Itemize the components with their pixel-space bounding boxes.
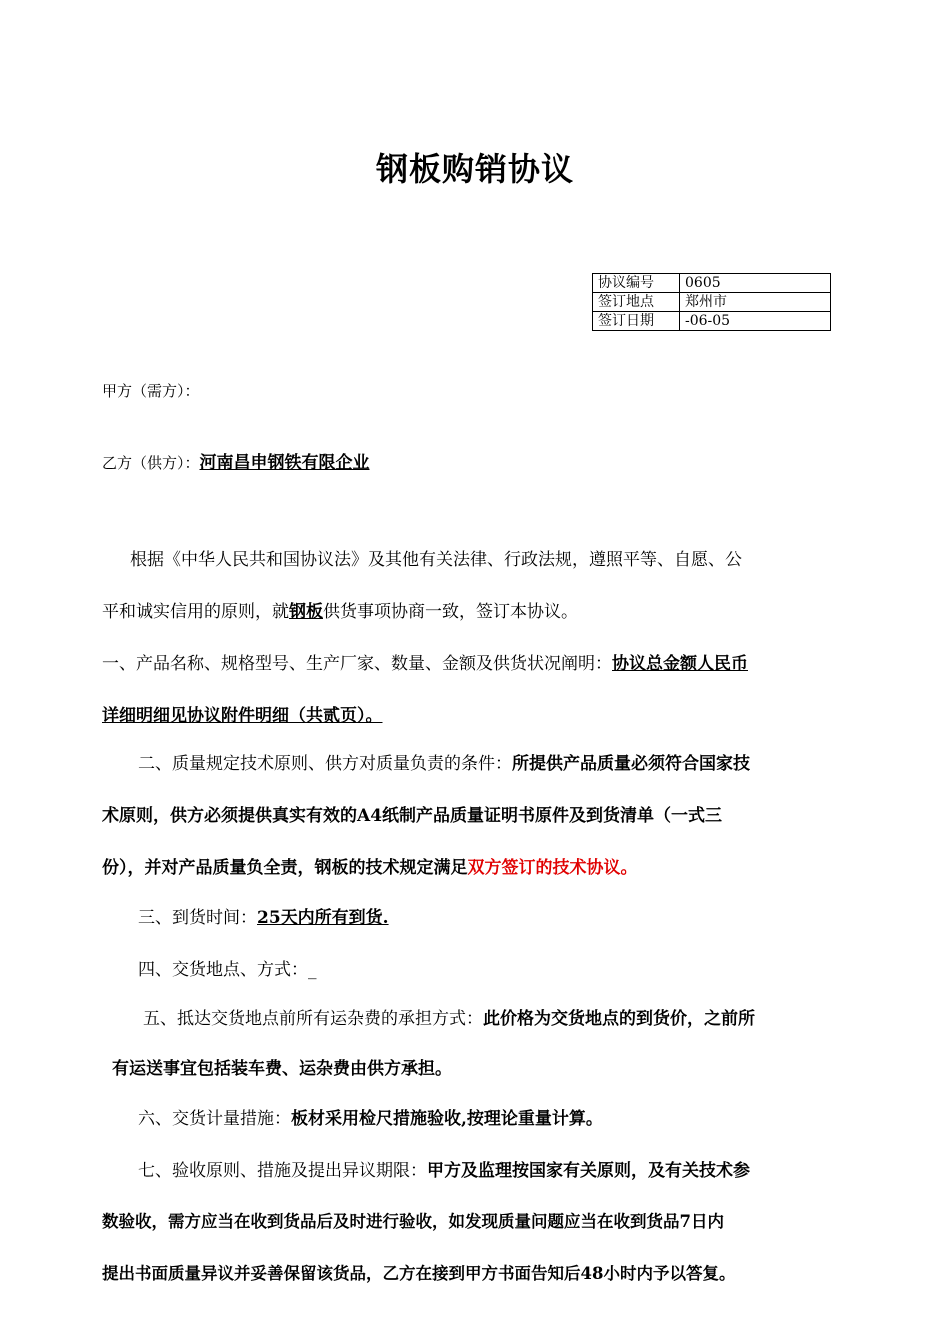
clause-7-line-2: 数验收，需方应当在收到货品后及时进行验收，如发现质量问题应当在收到货品7日内: [102, 1212, 724, 1231]
clause-2-highlight: 双方签订的技术协议: [467, 858, 621, 878]
clause-6: [138, 1104, 603, 1129]
info-value: 0605: [680, 274, 831, 293]
clause-6-value: 板材采用检尺措施验收,按理论重量计算。: [291, 1109, 603, 1129]
document-title: 钢板购销协议: [375, 150, 574, 188]
clause-2-text: 所提供产品质量必须符合国家技: [512, 754, 750, 774]
party-b-value: 河南昌申钢铁有限企业: [199, 453, 370, 473]
clause-5-text: 此价格为交货地点的到货价，之前所: [483, 1009, 755, 1029]
agreement-info-table: [592, 273, 831, 331]
clause-4-value: _: [308, 960, 317, 980]
preamble-line-1: 根据《中华人民共和国协议法》及其他有关法律、行政法规，遵照平等、自愿、公: [130, 550, 742, 570]
preamble-product: 钢板: [289, 602, 323, 622]
info-row-date: [593, 312, 831, 331]
info-row-place: [593, 293, 831, 312]
info-label: 签订日期: [593, 312, 680, 331]
clause-1-label: 一、产品名称、规格型号、生产厂家、数量、金额及供货状况阐明：: [102, 654, 612, 674]
party-a-label: 甲方（需方）：: [102, 382, 200, 400]
preamble-text: 供货事项协商一致，签订本协议。: [323, 602, 578, 622]
info-label: 协议编号: [593, 274, 680, 293]
clause-1-line-1: [102, 649, 748, 674]
clause-1-line-2: 详细明细见协议附件明细（共贰页）。: [102, 706, 383, 726]
clause-1-value: 协议总金额人民币: [612, 654, 748, 674]
party-a: [102, 380, 200, 401]
clause-4-label: 四、交货地点、方式：: [138, 960, 308, 980]
clause-7-line-1: [138, 1156, 750, 1181]
clause-2-line-3: [102, 853, 638, 878]
clause-5-line-1: [143, 1004, 755, 1029]
clause-7-label: 七、验收原则、措施及提出异议期限：: [138, 1161, 427, 1181]
clause-2-label: 二、质量规定技术原则、供方对质量负责的条件：: [138, 754, 512, 774]
preamble-line-2: [102, 597, 578, 622]
clause-2-line-2: 术原则，供方必须提供真实有效的A4纸制产品质量证明书原件及到货清单（一式三: [102, 806, 723, 826]
info-row-number: [593, 274, 831, 293]
clause-2-end: 。: [620, 858, 638, 878]
clause-5-line-2: 有运送事宜包括装车费、运杂费由供方承担。: [112, 1059, 452, 1079]
preamble-text: 平和诚实信用的原则，就: [102, 602, 289, 622]
clause-6-label: 六、交货计量措施：: [138, 1109, 291, 1129]
clause-5-label: 五、抵达交货地点前所有运杂费的承担方式：: [143, 1009, 483, 1029]
party-b: [102, 448, 370, 473]
clause-3-label: 三、到货时间：: [138, 908, 257, 928]
info-value: 郑州市: [680, 293, 831, 312]
party-b-label: 乙方（供方）：: [102, 454, 200, 472]
info-value: -06-05: [680, 312, 831, 331]
clause-4: [138, 955, 317, 980]
clause-2-line-1: [138, 749, 750, 774]
clause-7-line-3: 提出书面质量异议并妥善保留该货品，乙方在接到甲方书面告知后48小时内予以答复。: [102, 1264, 736, 1283]
clause-2-text: 份），并对产品质量负全责，钢板的技术规定满足: [102, 858, 468, 878]
clause-7-text: 甲方及监理按国家有关原则，及有关技术参: [427, 1161, 750, 1181]
clause-3-value: 25天内所有到货.: [257, 908, 389, 928]
clause-3: [138, 903, 389, 928]
info-label: 签订地点: [593, 293, 680, 312]
